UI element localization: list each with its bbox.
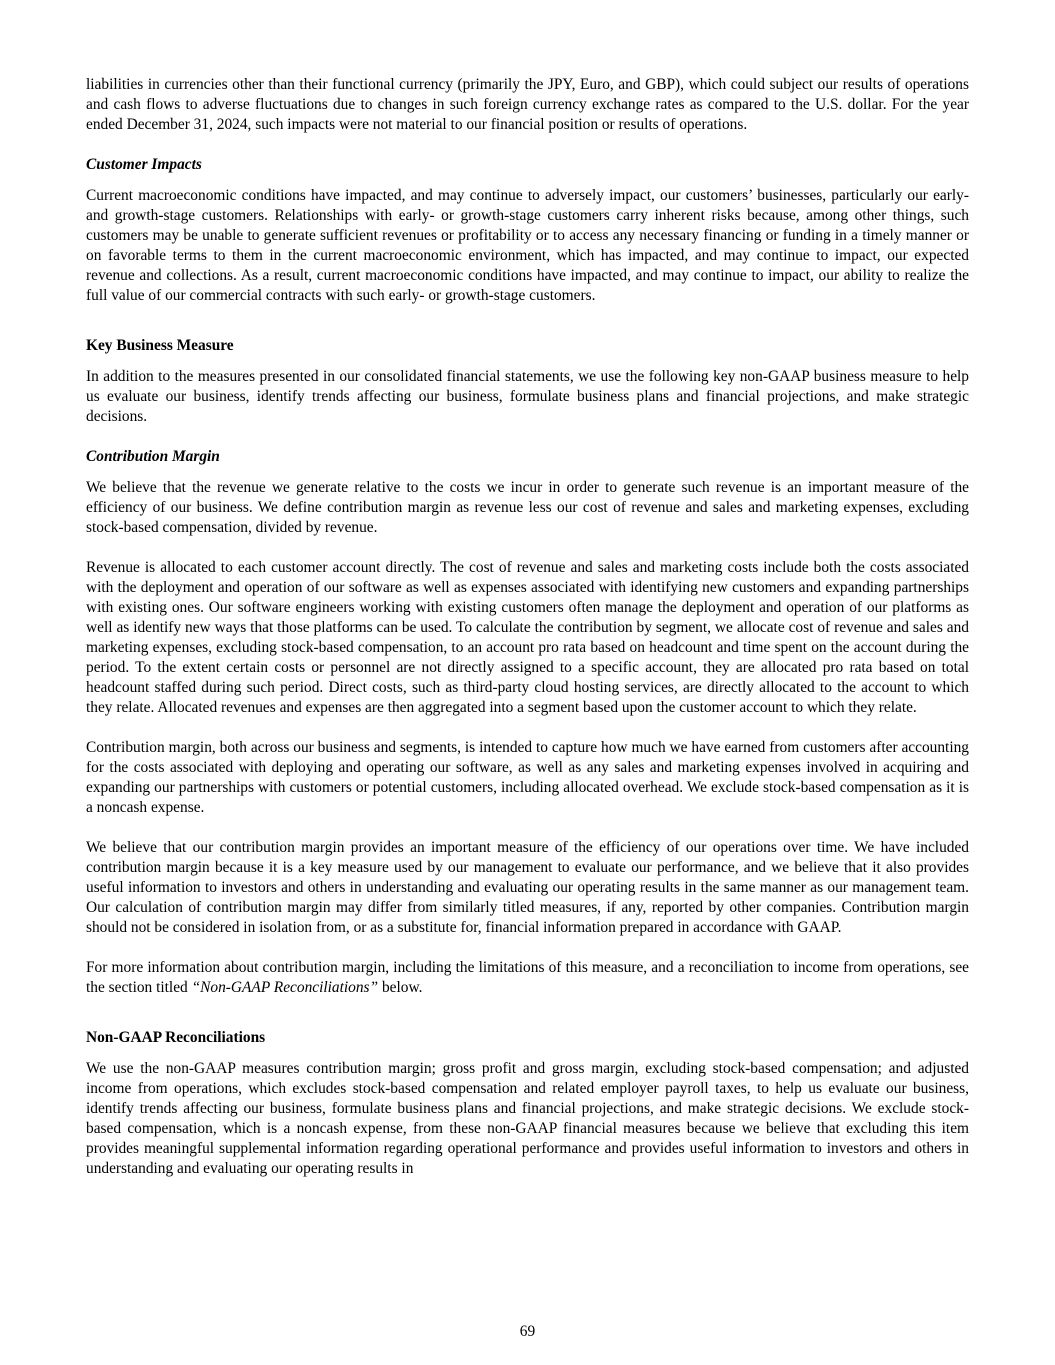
customer-impacts-paragraph: Current macroeconomic conditions have impacted, and may continue to adversely impact, our customers’ businesses, particularly our early- and growth-stage customers. Relationships with early- or growth-stage customers carry inherent risks because, among other things, such customers may be unable to generate sufficient revenues or profitability or to access any necessary financing or funding in a timely manner or on favorable terms to them in the current macroeconomic environment, which has impacted, and may continue to impact, our expected revenue and collections. As a result, current macroeconomic conditions have impacted, and may continue to impact, our ability to realize the full value of our commercial contracts with such early- or growth-stage customers. (86, 187, 969, 304)
contribution-margin-paragraph-1: We believe that the revenue we generate relative to the costs we incur in order to generate such revenue is an important measure of the efficiency of our business. We define contribution margin as revenue less our cost of revenue and sales and marketing expenses, excluding stock-based compensation, divided by revenue. (86, 479, 969, 536)
page-number: 69 (519, 1323, 536, 1340)
paragraph-5-text-before: For more information about contribution margin, including the limitations of this measure, and a reconciliation to income from operations, see the section titled (86, 959, 969, 996)
document-page (86, 75, 969, 1179)
contribution-margin-paragraph-5 (86, 958, 969, 998)
key-business-measure-paragraph: In addition to the measures presented in our consolidated financial statements, we use the following key non-GAAP business measure to help us evaluate our business, identify trends affecting our business, formulate business plans and financial projections, and make strategic decisions. (86, 368, 969, 425)
non-gaap-reconciliations-reference: “Non-GAAP Reconciliations” (191, 979, 379, 996)
key-business-measure-heading: Key Business Measure (86, 337, 234, 354)
contribution-margin-paragraph-2: Revenue is allocated to each customer account directly. The cost of revenue and sales and marketing costs include both the costs associated with the deployment and operation of our software as well as expenses associated with identifying new customers and expanding partnerships with existing ones. Our software engineers working with existing customers often manage the deployment and operation of our platforms as well as identify new ways that those platforms can be used. To calculate the contribution by segment, we allocate cost of revenue and sales and marketing expenses, excluding stock-based compensation, to an account pro rata based on headcount and time spent on the account during the period. To the extent certain costs or personnel are not directly assigned to a specific account, they are allocated pro rata based on total headcount staffed during such period. Direct costs, such as third-party cloud hosting services, are directly allocated to the account to which they relate. Allocated revenues and expenses are then aggregated into a segment based upon the customer account to which they relate. (86, 559, 969, 716)
contribution-margin-paragraph-4: We believe that our contribution margin provides an important measure of the efficiency of our operations over time. We have included contribution margin because it is a key measure used by our management to evaluate our performance, and we believe that it also provides useful information to investors and others in understanding and evaluating our operating results in the same manner as our management team. Our calculation of contribution margin may differ from similarly titled measures, if any, reported by other companies. Contribution margin should not be considered in isolation from, or as a substitute for, financial information prepared in accordance with GAAP. (86, 839, 969, 936)
non-gaap-reconciliations-paragraph: We use the non-GAAP measures contribution margin; gross profit and gross margin, excluding stock-based compensation; and adjusted income from operations, which excludes stock-based compensation and related employer payroll taxes, to help us evaluate our business, identify trends affecting our business, formulate business plans and financial projections, and make strategic decisions. We exclude stock-based compensation, which is a noncash expense, from these non-GAAP financial measures because we believe that excluding this item provides meaningful supplemental information regarding operational performance and provides useful information to investors and others in understanding and evaluating our operating results in (86, 1060, 969, 1177)
contribution-margin-heading: Contribution Margin (86, 448, 220, 465)
intro-paragraph: liabilities in currencies other than their functional currency (primarily the JPY, Euro, and GBP), which could subject our results of operations and cash flows to adverse fluctuations due to changes in such foreign currency exchange rates as compared to the U.S. dollar. For the year ended December 31, 2024, such impacts were not material to our financial position or results of operations. (86, 76, 969, 133)
paragraph-5-text-after: below. (378, 979, 423, 996)
non-gaap-reconciliations-heading: Non-GAAP Reconciliations (86, 1029, 266, 1046)
customer-impacts-heading: Customer Impacts (86, 156, 202, 173)
contribution-margin-paragraph-3: Contribution margin, both across our business and segments, is intended to capture how much we have earned from customers after accounting for the costs associated with deploying and operating our software, as well as any sales and marketing expenses involved in acquiring and expanding our partnerships with customers or potential customers, including allocated overhead. We exclude stock-based compensation as it is a noncash expense. (86, 739, 969, 816)
